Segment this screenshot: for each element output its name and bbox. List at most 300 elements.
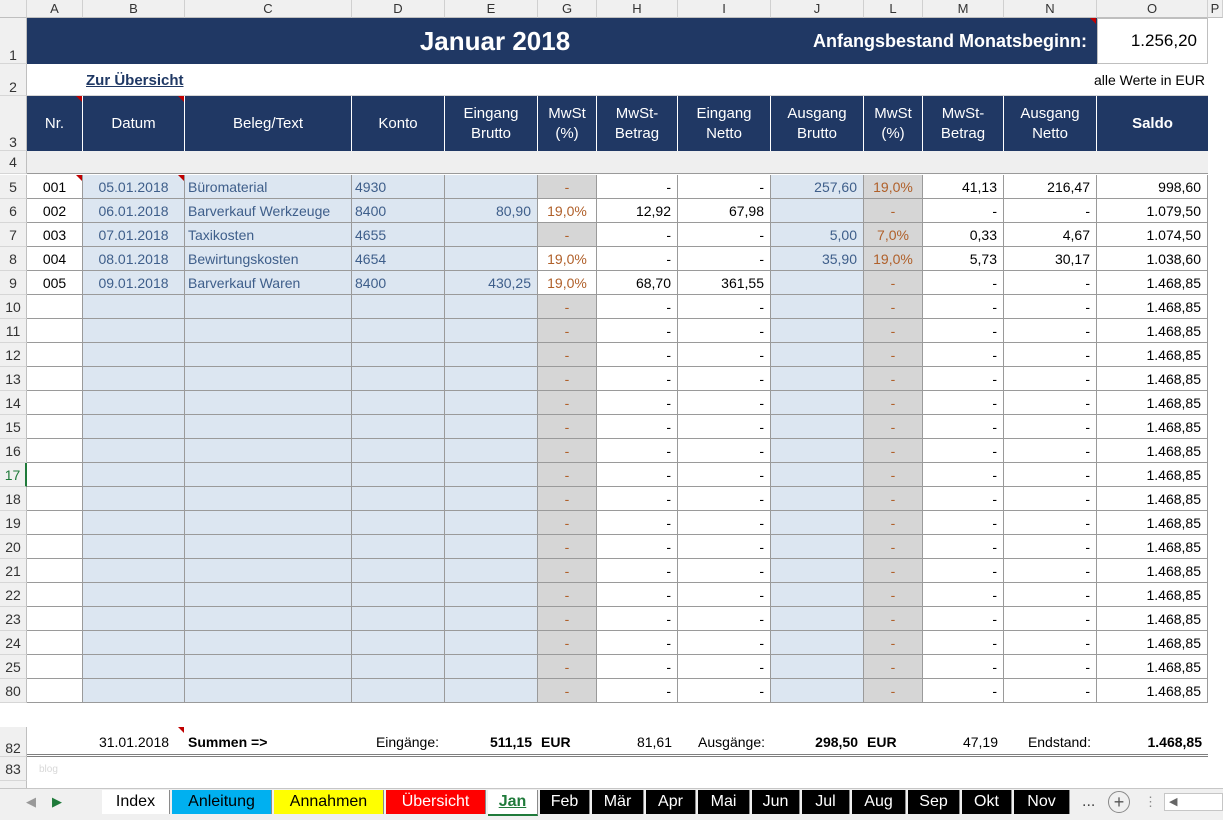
cell-mwst-in[interactable]: -: [538, 343, 597, 367]
row-header[interactable]: 24: [0, 631, 27, 655]
cell-eingang-brutto[interactable]: [445, 655, 538, 679]
cell-mwst-in[interactable]: -: [538, 535, 597, 559]
column-header-g[interactable]: G: [538, 0, 597, 18]
cell-mwst-in[interactable]: -: [538, 367, 597, 391]
row-header[interactable]: 21: [0, 559, 27, 583]
row-header[interactable]: 22: [0, 583, 27, 607]
cell-eingang-brutto[interactable]: [445, 343, 538, 367]
cell-datum[interactable]: 07.01.2018: [83, 223, 185, 247]
cell-eingang-netto: -: [678, 463, 771, 487]
cell-eingang-brutto[interactable]: [445, 391, 538, 415]
cell-mwst-in[interactable]: -: [538, 175, 597, 199]
cell-mwst-out[interactable]: 19,0%: [864, 247, 923, 271]
cell-eingang-brutto[interactable]: [445, 439, 538, 463]
column-header-b[interactable]: B: [83, 0, 185, 18]
cell-konto[interactable]: 4655: [352, 223, 445, 247]
row-header[interactable]: 9: [0, 271, 27, 295]
comment-indicator-icon: [178, 96, 184, 102]
cell-beleg[interactable]: [185, 463, 352, 487]
cell-ausgang-brutto[interactable]: [771, 415, 864, 439]
cell-ausgang-brutto[interactable]: [771, 655, 864, 679]
cell-beleg[interactable]: [185, 439, 352, 463]
cell-nr[interactable]: [27, 607, 83, 631]
cell-mwst-in[interactable]: -: [538, 319, 597, 343]
cell-eingang-netto: -: [678, 607, 771, 631]
select-all-corner[interactable]: [0, 0, 27, 18]
cell-nr[interactable]: [27, 487, 83, 511]
row-header[interactable]: 23: [0, 607, 27, 631]
cell-datum[interactable]: 06.01.2018: [83, 199, 185, 223]
cell-konto[interactable]: [352, 319, 445, 343]
cell-ausgang-netto: -: [1004, 583, 1097, 607]
sheet-tab-übersicht[interactable]: Übersicht: [386, 790, 486, 814]
cell-beleg[interactable]: [185, 583, 352, 607]
tab-splitter-handle[interactable]: ⋮: [1144, 794, 1157, 809]
cell-saldo: 1.468,85: [1097, 463, 1208, 487]
cell-nr[interactable]: [27, 439, 83, 463]
cell-datum[interactable]: 05.01.2018: [83, 175, 185, 199]
cell-mwst-in[interactable]: -: [538, 295, 597, 319]
cell-eingang-netto: -: [678, 679, 771, 703]
cell-ausgang-brutto[interactable]: [771, 511, 864, 535]
cell-eingang-brutto[interactable]: 80,90: [445, 199, 538, 223]
cell-datum[interactable]: [83, 319, 185, 343]
scroll-tabs-right-icon[interactable]: ▶: [52, 794, 62, 809]
cell-konto[interactable]: [352, 535, 445, 559]
cell-mwst-in[interactable]: -: [538, 223, 597, 247]
cell-eingang-netto: -: [678, 319, 771, 343]
cell-nr[interactable]: [27, 559, 83, 583]
cell-mwst-betrag-in: -: [597, 487, 678, 511]
cell-datum[interactable]: [83, 415, 185, 439]
scroll-tabs-left-icon[interactable]: ◀: [26, 794, 36, 809]
cell-eingang-brutto[interactable]: [445, 463, 538, 487]
cell-mwst-betrag-in: -: [597, 415, 678, 439]
cell-saldo: 1.468,85: [1097, 319, 1208, 343]
sheet-tab-jul[interactable]: Jul: [802, 790, 850, 814]
cell-eingang-brutto[interactable]: [445, 295, 538, 319]
cell-ausgang-brutto[interactable]: 35,90: [771, 247, 864, 271]
header-mwst-betrag-out: MwSt-Betrag: [923, 96, 1004, 151]
column-header-c[interactable]: C: [185, 0, 352, 18]
cell-mwst-in[interactable]: -: [538, 391, 597, 415]
cell-datum[interactable]: [83, 511, 185, 535]
cell-mwst-out[interactable]: -: [864, 415, 923, 439]
cell-nr[interactable]: [27, 415, 83, 439]
cell-datum[interactable]: [83, 679, 185, 703]
row-header[interactable]: 1: [0, 18, 27, 64]
header-mwst-percent-in: MwSt (%): [538, 96, 597, 151]
sheet-tab-mai[interactable]: Mai: [698, 790, 750, 814]
cell-konto[interactable]: 8400: [352, 271, 445, 295]
cell-konto[interactable]: [352, 463, 445, 487]
cell-mwst-betrag-in: -: [597, 535, 678, 559]
sheet-tab-apr[interactable]: Apr: [646, 790, 696, 814]
row-header[interactable]: 25: [0, 655, 27, 679]
cell-eingang-netto: -: [678, 391, 771, 415]
cell-nr[interactable]: 003: [27, 223, 83, 247]
row-header[interactable]: 15: [0, 415, 27, 439]
cell-nr[interactable]: 004: [27, 247, 83, 271]
cell-mwst-out[interactable]: -: [864, 679, 923, 703]
sheet-tab-annahmen[interactable]: Annahmen: [274, 790, 384, 814]
cell-mwst-betrag-in: -: [597, 463, 678, 487]
header-beleg-text: Beleg/Text: [185, 96, 352, 151]
cell-mwst-betrag-in: -: [597, 583, 678, 607]
cell-eingang-netto: -: [678, 175, 771, 199]
cell-mwst-out[interactable]: -: [864, 319, 923, 343]
row-header[interactable]: 19: [0, 511, 27, 535]
cell-mwst-in[interactable]: -: [538, 487, 597, 511]
cell-ausgang-brutto[interactable]: [771, 439, 864, 463]
cell-eingang-brutto[interactable]: [445, 559, 538, 583]
cell-datum[interactable]: [83, 655, 185, 679]
sheet-tab-okt[interactable]: Okt: [962, 790, 1012, 814]
cell-datum[interactable]: [83, 439, 185, 463]
cell-ausgang-netto: -: [1004, 319, 1097, 343]
cell-mwst-out[interactable]: -: [864, 439, 923, 463]
cell-datum[interactable]: [83, 391, 185, 415]
sheet-tab-feb[interactable]: Feb: [540, 790, 590, 814]
sheet-tab-jan[interactable]: Jan: [488, 790, 538, 816]
cell-datum[interactable]: [83, 583, 185, 607]
cell-datum[interactable]: [83, 343, 185, 367]
column-header-o[interactable]: O: [1097, 0, 1208, 18]
cell-mwst-in[interactable]: 19,0%: [538, 271, 597, 295]
cell-datum[interactable]: [83, 367, 185, 391]
cell-nr[interactable]: [27, 535, 83, 559]
cell-mwst-out[interactable]: -: [864, 367, 923, 391]
cell-ausgang-brutto[interactable]: [771, 271, 864, 295]
cell-beleg[interactable]: [185, 511, 352, 535]
cell-beleg[interactable]: [185, 631, 352, 655]
cell-eingang-netto: -: [678, 511, 771, 535]
column-header-l[interactable]: L: [864, 0, 923, 18]
cell-konto[interactable]: [352, 295, 445, 319]
add-sheet-icon[interactable]: +: [1108, 791, 1130, 813]
horizontal-scrollbar[interactable]: [1164, 793, 1223, 811]
cell-ausgang-brutto[interactable]: [771, 631, 864, 655]
cell-ausgang-brutto[interactable]: [771, 607, 864, 631]
cell-ausgang-netto: -: [1004, 655, 1097, 679]
cell-beleg[interactable]: [185, 559, 352, 583]
cell-nr[interactable]: [27, 343, 83, 367]
cell-eingang-netto: -: [678, 343, 771, 367]
cell-beleg[interactable]: [185, 535, 352, 559]
cell-nr[interactable]: 002: [27, 199, 83, 223]
cell-beleg[interactable]: Büromaterial: [185, 175, 352, 199]
cell-eingang-brutto[interactable]: [445, 583, 538, 607]
cell-konto[interactable]: [352, 487, 445, 511]
row-header[interactable]: 20: [0, 535, 27, 559]
cell-ausgang-brutto[interactable]: 5,00: [771, 223, 864, 247]
cell-ausgang-brutto[interactable]: [771, 199, 864, 223]
cell-mwst-out[interactable]: -: [864, 511, 923, 535]
cell-mwst-in[interactable]: -: [538, 631, 597, 655]
page-title: Januar 2018: [419, 25, 571, 56]
cell-saldo: 1.468,85: [1097, 343, 1208, 367]
cell-mwst-betrag-in: -: [597, 175, 678, 199]
cell-mwst-in[interactable]: -: [538, 415, 597, 439]
sheet-tab-aug[interactable]: Aug: [852, 790, 906, 814]
cell-konto[interactable]: [352, 631, 445, 655]
cell-beleg[interactable]: [185, 607, 352, 631]
cell-mwst-out[interactable]: -: [864, 463, 923, 487]
cell-eingang-brutto[interactable]: [445, 511, 538, 535]
cell-mwst-out[interactable]: -: [864, 559, 923, 583]
sheet-tab-sep[interactable]: Sep: [908, 790, 960, 814]
column-header-j[interactable]: J: [771, 0, 864, 18]
sheet-tab-nov[interactable]: Nov: [1014, 790, 1070, 814]
row-header[interactable]: 11: [0, 319, 27, 343]
cell-ausgang-netto: 4,67: [1004, 223, 1097, 247]
cell-datum[interactable]: 08.01.2018: [83, 247, 185, 271]
row-header[interactable]: 80: [0, 679, 27, 703]
cell-eingang-netto: -: [678, 535, 771, 559]
cell-saldo: 1.468,85: [1097, 631, 1208, 655]
row-header[interactable]: 10: [0, 295, 27, 319]
row-header[interactable]: 8: [0, 247, 27, 271]
cell-mwst-in[interactable]: 19,0%: [538, 247, 597, 271]
cell-eingang-netto: -: [678, 583, 771, 607]
cell-beleg[interactable]: Bewirtungskosten: [185, 247, 352, 271]
cell-beleg[interactable]: [185, 679, 352, 703]
column-header-d[interactable]: D: [352, 0, 445, 18]
row-header[interactable]: 3: [0, 96, 27, 151]
cell-saldo: 1.468,85: [1097, 295, 1208, 319]
row-header[interactable]: 4: [0, 151, 27, 174]
cell-konto[interactable]: 4930: [352, 175, 445, 199]
cell-eingang-brutto[interactable]: [445, 367, 538, 391]
cell-nr[interactable]: [27, 391, 83, 415]
cell-datum[interactable]: [83, 607, 185, 631]
cell-beleg[interactable]: [185, 367, 352, 391]
sheet-tab-anleitung[interactable]: Anleitung: [172, 790, 272, 814]
cell-nr[interactable]: [27, 679, 83, 703]
cell-ausgang-netto: -: [1004, 439, 1097, 463]
cell-eingang-brutto[interactable]: [445, 223, 538, 247]
cell-ausgang-brutto[interactable]: [771, 295, 864, 319]
cell-eingang-netto: -: [678, 247, 771, 271]
cell-mwst-betrag-in: -: [597, 511, 678, 535]
cell-mwst-in[interactable]: -: [538, 463, 597, 487]
column-header-h[interactable]: H: [597, 0, 678, 18]
cell-eingang-brutto[interactable]: [445, 175, 538, 199]
cell-saldo: 1.468,85: [1097, 655, 1208, 679]
cell-ausgang-brutto[interactable]: [771, 583, 864, 607]
cell-mwst-out[interactable]: 19,0%: [864, 175, 923, 199]
cell-konto[interactable]: [352, 415, 445, 439]
cell-nr[interactable]: 001: [27, 175, 83, 199]
row-header[interactable]: 82: [0, 727, 27, 757]
cell-mwst-out[interactable]: -: [864, 535, 923, 559]
header-mwst-percent-out: MwSt (%): [864, 96, 923, 151]
row-header[interactable]: 83: [0, 757, 27, 781]
cell-ausgang-netto: -: [1004, 295, 1097, 319]
cell-mwst-in[interactable]: 19,0%: [538, 199, 597, 223]
cell-saldo: 1.468,85: [1097, 607, 1208, 631]
cell-konto[interactable]: [352, 607, 445, 631]
row-header[interactable]: 13: [0, 367, 27, 391]
cell-eingang-netto: -: [678, 487, 771, 511]
cell-mwst-in[interactable]: -: [538, 559, 597, 583]
cell-konto[interactable]: [352, 655, 445, 679]
cell-mwst-out[interactable]: -: [864, 655, 923, 679]
cell-mwst-out[interactable]: -: [864, 199, 923, 223]
cell-beleg[interactable]: Barverkauf Werkzeuge: [185, 199, 352, 223]
cell-konto[interactable]: 4654: [352, 247, 445, 271]
cell-mwst-out[interactable]: -: [864, 583, 923, 607]
column-header-n[interactable]: N: [1004, 0, 1097, 18]
cell-mwst-in[interactable]: -: [538, 607, 597, 631]
cell-eingang-brutto[interactable]: [445, 679, 538, 703]
cell-mwst-betrag-in: -: [597, 439, 678, 463]
cell-nr[interactable]: [27, 511, 83, 535]
cell-mwst-betrag-out: -: [923, 319, 1004, 343]
cell-datum[interactable]: [83, 631, 185, 655]
cell-datum[interactable]: [83, 535, 185, 559]
cell-nr[interactable]: [27, 295, 83, 319]
cell-mwst-betrag-in: 68,70: [597, 271, 678, 295]
header-mwst-betrag-in: MwSt-Betrag: [597, 96, 678, 151]
cell-beleg[interactable]: [185, 343, 352, 367]
row-header[interactable]: 5: [0, 175, 27, 199]
cell-konto[interactable]: [352, 367, 445, 391]
cell-ausgang-netto: -: [1004, 487, 1097, 511]
cell-mwst-in[interactable]: -: [538, 679, 597, 703]
cell-mwst-out[interactable]: -: [864, 631, 923, 655]
cell-eingang-brutto[interactable]: [445, 631, 538, 655]
cell-beleg[interactable]: Barverkauf Waren: [185, 271, 352, 295]
cell-konto[interactable]: [352, 343, 445, 367]
cell-eingang-brutto[interactable]: [445, 535, 538, 559]
cell-mwst-out[interactable]: -: [864, 295, 923, 319]
sheet-tab-index[interactable]: Index: [102, 790, 170, 814]
cell-ausgang-brutto[interactable]: [771, 487, 864, 511]
row-header[interactable]: 6: [0, 199, 27, 223]
cell-mwst-betrag-in: -: [597, 391, 678, 415]
summary-label: Summen =>: [188, 734, 268, 750]
opening-balance-input[interactable]: 1.256,20: [1097, 18, 1208, 64]
cell-eingang-netto: -: [678, 415, 771, 439]
cell-ausgang-brutto[interactable]: 257,60: [771, 175, 864, 199]
cell-ausgang-brutto[interactable]: [771, 535, 864, 559]
cell-konto[interactable]: [352, 583, 445, 607]
cell-datum[interactable]: [83, 487, 185, 511]
cell-nr[interactable]: [27, 631, 83, 655]
cell-ausgang-brutto[interactable]: [771, 463, 864, 487]
outgoing-currency: EUR: [867, 734, 897, 750]
more-tabs-button[interactable]: ...: [1082, 793, 1096, 810]
cell-mwst-betrag-out: -: [923, 463, 1004, 487]
cell-konto[interactable]: 8400: [352, 199, 445, 223]
cell-mwst-in[interactable]: -: [538, 511, 597, 535]
cell-beleg[interactable]: [185, 391, 352, 415]
cell-nr[interactable]: [27, 463, 83, 487]
cell-ausgang-brutto[interactable]: [771, 367, 864, 391]
cell-nr[interactable]: [27, 367, 83, 391]
cell-eingang-brutto[interactable]: [445, 319, 538, 343]
cell-mwst-betrag-in: -: [597, 607, 678, 631]
cell-ausgang-brutto[interactable]: [771, 343, 864, 367]
cell-saldo: 1.468,85: [1097, 415, 1208, 439]
column-header-i[interactable]: I: [678, 0, 771, 18]
cell-ausgang-brutto[interactable]: [771, 319, 864, 343]
cell-mwst-out[interactable]: -: [864, 343, 923, 367]
incoming-label: Eingänge:: [375, 734, 439, 750]
cell-beleg[interactable]: [185, 415, 352, 439]
cell-mwst-in[interactable]: -: [538, 439, 597, 463]
cell-konto[interactable]: [352, 679, 445, 703]
cell-konto[interactable]: [352, 511, 445, 535]
cell-beleg[interactable]: Taxikosten: [185, 223, 352, 247]
cell-mwst-betrag-in: -: [597, 655, 678, 679]
column-header-m[interactable]: M: [923, 0, 1004, 18]
cell-beleg[interactable]: [185, 655, 352, 679]
row-header[interactable]: 2: [0, 64, 27, 96]
cell-datum[interactable]: [83, 463, 185, 487]
cell-mwst-out[interactable]: -: [864, 487, 923, 511]
cell-mwst-betrag-out: -: [923, 487, 1004, 511]
cell-ausgang-netto: -: [1004, 343, 1097, 367]
cell-nr[interactable]: [27, 583, 83, 607]
cell-eingang-brutto[interactable]: [445, 415, 538, 439]
header-eingang-brutto: Eingang Brutto: [445, 96, 538, 151]
cell-mwst-out[interactable]: 7,0%: [864, 223, 923, 247]
row-header[interactable]: 18: [0, 487, 27, 511]
cell-konto[interactable]: [352, 559, 445, 583]
overview-link[interactable]: Zur Übersicht: [86, 71, 184, 89]
cell-ausgang-brutto[interactable]: [771, 559, 864, 583]
scroll-left-icon[interactable]: ◀: [1169, 796, 1178, 808]
sheet-tab-jun[interactable]: Jun: [752, 790, 800, 814]
cell-datum[interactable]: 09.01.2018: [83, 271, 185, 295]
row-header[interactable]: 12: [0, 343, 27, 367]
cell-konto[interactable]: [352, 439, 445, 463]
cell-konto[interactable]: [352, 391, 445, 415]
cell-nr[interactable]: 005: [27, 271, 83, 295]
column-header-a[interactable]: A: [27, 0, 83, 18]
cell-beleg[interactable]: [185, 487, 352, 511]
cell-mwst-out[interactable]: -: [864, 607, 923, 631]
cell-mwst-out[interactable]: -: [864, 391, 923, 415]
cell-beleg[interactable]: [185, 295, 352, 319]
cell-eingang-brutto[interactable]: 430,25: [445, 271, 538, 295]
cell-ausgang-netto: -: [1004, 367, 1097, 391]
cell-beleg[interactable]: [185, 319, 352, 343]
column-header-e[interactable]: E: [445, 0, 538, 18]
row-header[interactable]: 17: [0, 463, 27, 487]
row-header[interactable]: 14: [0, 391, 27, 415]
cell-nr[interactable]: [27, 655, 83, 679]
cell-datum[interactable]: [83, 559, 185, 583]
cell-eingang-brutto[interactable]: [445, 247, 538, 271]
cell-ausgang-brutto[interactable]: [771, 391, 864, 415]
column-header-p[interactable]: P: [1208, 0, 1223, 18]
row-header[interactable]: 7: [0, 223, 27, 247]
cell-eingang-brutto[interactable]: [445, 487, 538, 511]
cell-ausgang-brutto[interactable]: [771, 679, 864, 703]
cell-mwst-out[interactable]: -: [864, 271, 923, 295]
row-header[interactable]: 16: [0, 439, 27, 463]
cell-mwst-in[interactable]: -: [538, 655, 597, 679]
sheet-tab-mär[interactable]: Mär: [592, 790, 644, 814]
cell-mwst-in[interactable]: -: [538, 583, 597, 607]
cell-datum[interactable]: [83, 295, 185, 319]
cell-eingang-brutto[interactable]: [445, 607, 538, 631]
cell-nr[interactable]: [27, 319, 83, 343]
outgoing-label: Ausgänge:: [698, 734, 765, 750]
